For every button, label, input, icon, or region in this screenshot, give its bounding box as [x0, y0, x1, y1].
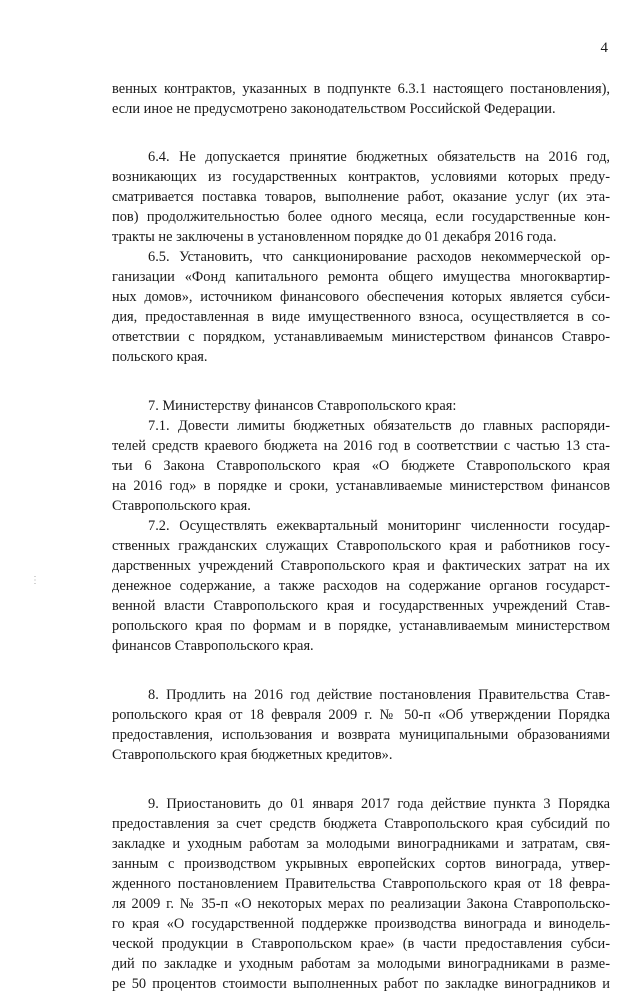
text-line: Ставропольского края.: [112, 498, 251, 514]
text-line: сматривается поставка товаров, выполнение работ, оказание услуг (их эта-: [112, 189, 610, 205]
paragraph-p9: [112, 794, 610, 994]
document-body: [112, 79, 610, 994]
text-line: занным с производством укрывных европейских сортов винограда, утвер-: [112, 856, 610, 872]
text-line: го края «О государственной поддержке производства винограда и винодель-: [112, 916, 610, 932]
text-line: пов) продолжительностью более одного месяца, если государственные кон-: [112, 209, 610, 225]
text-line: ческой продукции в Ставропольском крае» (в части предоставления субси-: [112, 936, 610, 952]
text-line: денежное содержание, а также расходов на содержание органов государст-: [112, 578, 610, 594]
text-line: дия, предоставленная в виде имущественного взноса, осуществляется в со-: [112, 309, 610, 325]
text-line: возникающих из государственных контрактов, условиями которых преду-: [112, 169, 610, 185]
text-line: венных контрактов, указанных в подпункте 6.3.1 настоящего постановления),: [112, 81, 610, 97]
text-line: закладке и уходным работам за молодыми виноградниками и затратам, свя-: [112, 836, 610, 852]
paragraph-p7: [112, 396, 610, 416]
text-line: ответствии с порядком, устанавливаемым министерством финансов Ставро-: [112, 329, 610, 345]
text-line: ля 2009 г. № 35-п «О некоторых мерах по реализации Закона Ставропольско-: [112, 896, 610, 912]
text-line: если иное не предусмотрено законодательством Российской Федерации.: [112, 101, 556, 117]
text-line: 9. Приостановить до 01 января 2017 года действие пункта 3 Порядка: [148, 796, 610, 812]
text-line: ственных гражданских служащих Ставропольского края и работников госу-: [112, 538, 610, 554]
paragraph-p1: [112, 79, 610, 119]
text-line: ропольского края по формам и в порядке, устанавливаемым министерством: [112, 618, 610, 634]
margin-scan-mark: ⋮: [30, 575, 41, 586]
text-line: Ставропольского края бюджетных кредитов».: [112, 747, 393, 763]
text-line: ных домов», источником финансового обеспечения которых является субси-: [112, 289, 610, 305]
text-line: предоставления, использования и возврата муниципальными образованиями: [112, 727, 610, 743]
text-line: финансов Ставропольского края.: [112, 638, 314, 654]
text-line: дий по закладке и уходным работам за молодыми виноградниками в разме-: [112, 956, 610, 972]
text-line: венной власти Ставропольского края и государственных учреждений Став-: [112, 598, 610, 614]
text-line: 7. Министерству финансов Ставропольского края:: [148, 398, 457, 414]
paragraph-p64: [112, 147, 610, 247]
text-line: польского края.: [112, 349, 208, 365]
text-line: ропольского края от 18 февраля 2009 г. № 50-п «Об утверждении Порядка: [112, 707, 610, 723]
text-line: 7.2. Осуществлять ежеквартальный мониторинг численности государ-: [148, 518, 610, 534]
text-line: тракты не заключены в установленном порядке до 01 декабря 2016 года.: [112, 229, 557, 245]
page-number: 4: [600, 40, 608, 56]
paragraph-p72: [112, 516, 610, 656]
text-line: 8. Продлить на 2016 год действие постановления Правительства Став-: [148, 687, 610, 703]
text-line: предоставления за счет средств бюджета Ставропольского края субсидий по: [112, 816, 610, 832]
text-line: 7.1. Довести лимиты бюджетных обязательств до главных распоряди-: [148, 418, 610, 434]
paragraph-p8: [112, 685, 610, 765]
text-line: дарственных учреждений Ставропольского края и фактических затрат на их: [112, 558, 610, 574]
text-line: на 2016 год» в порядке и сроки, устанавливаемые министерством финансов: [112, 478, 610, 494]
text-line: тьи 6 Закона Ставропольского края «О бюджете Ставропольского края: [112, 458, 610, 474]
paragraph-p65: [112, 247, 610, 367]
text-line: ре 50 процентов стоимости выполненных работ по закладке виноградников и: [112, 976, 610, 992]
paragraph-p71: [112, 416, 610, 516]
text-line: 6.5. Установить, что санкционирование расходов некоммерческой ор-: [148, 249, 610, 265]
text-line: 6.4. Не допускается принятие бюджетных обязательств на 2016 год,: [148, 149, 610, 165]
text-line: ганизации «Фонд капитального ремонта общего имущества многоквартир-: [112, 269, 610, 285]
text-line: телей средств краевого бюджета на 2016 год в соответствии с частью 13 ста-: [112, 438, 610, 454]
text-line: жденного постановлением Правительства Ставропольского края от 18 февра-: [112, 876, 610, 892]
